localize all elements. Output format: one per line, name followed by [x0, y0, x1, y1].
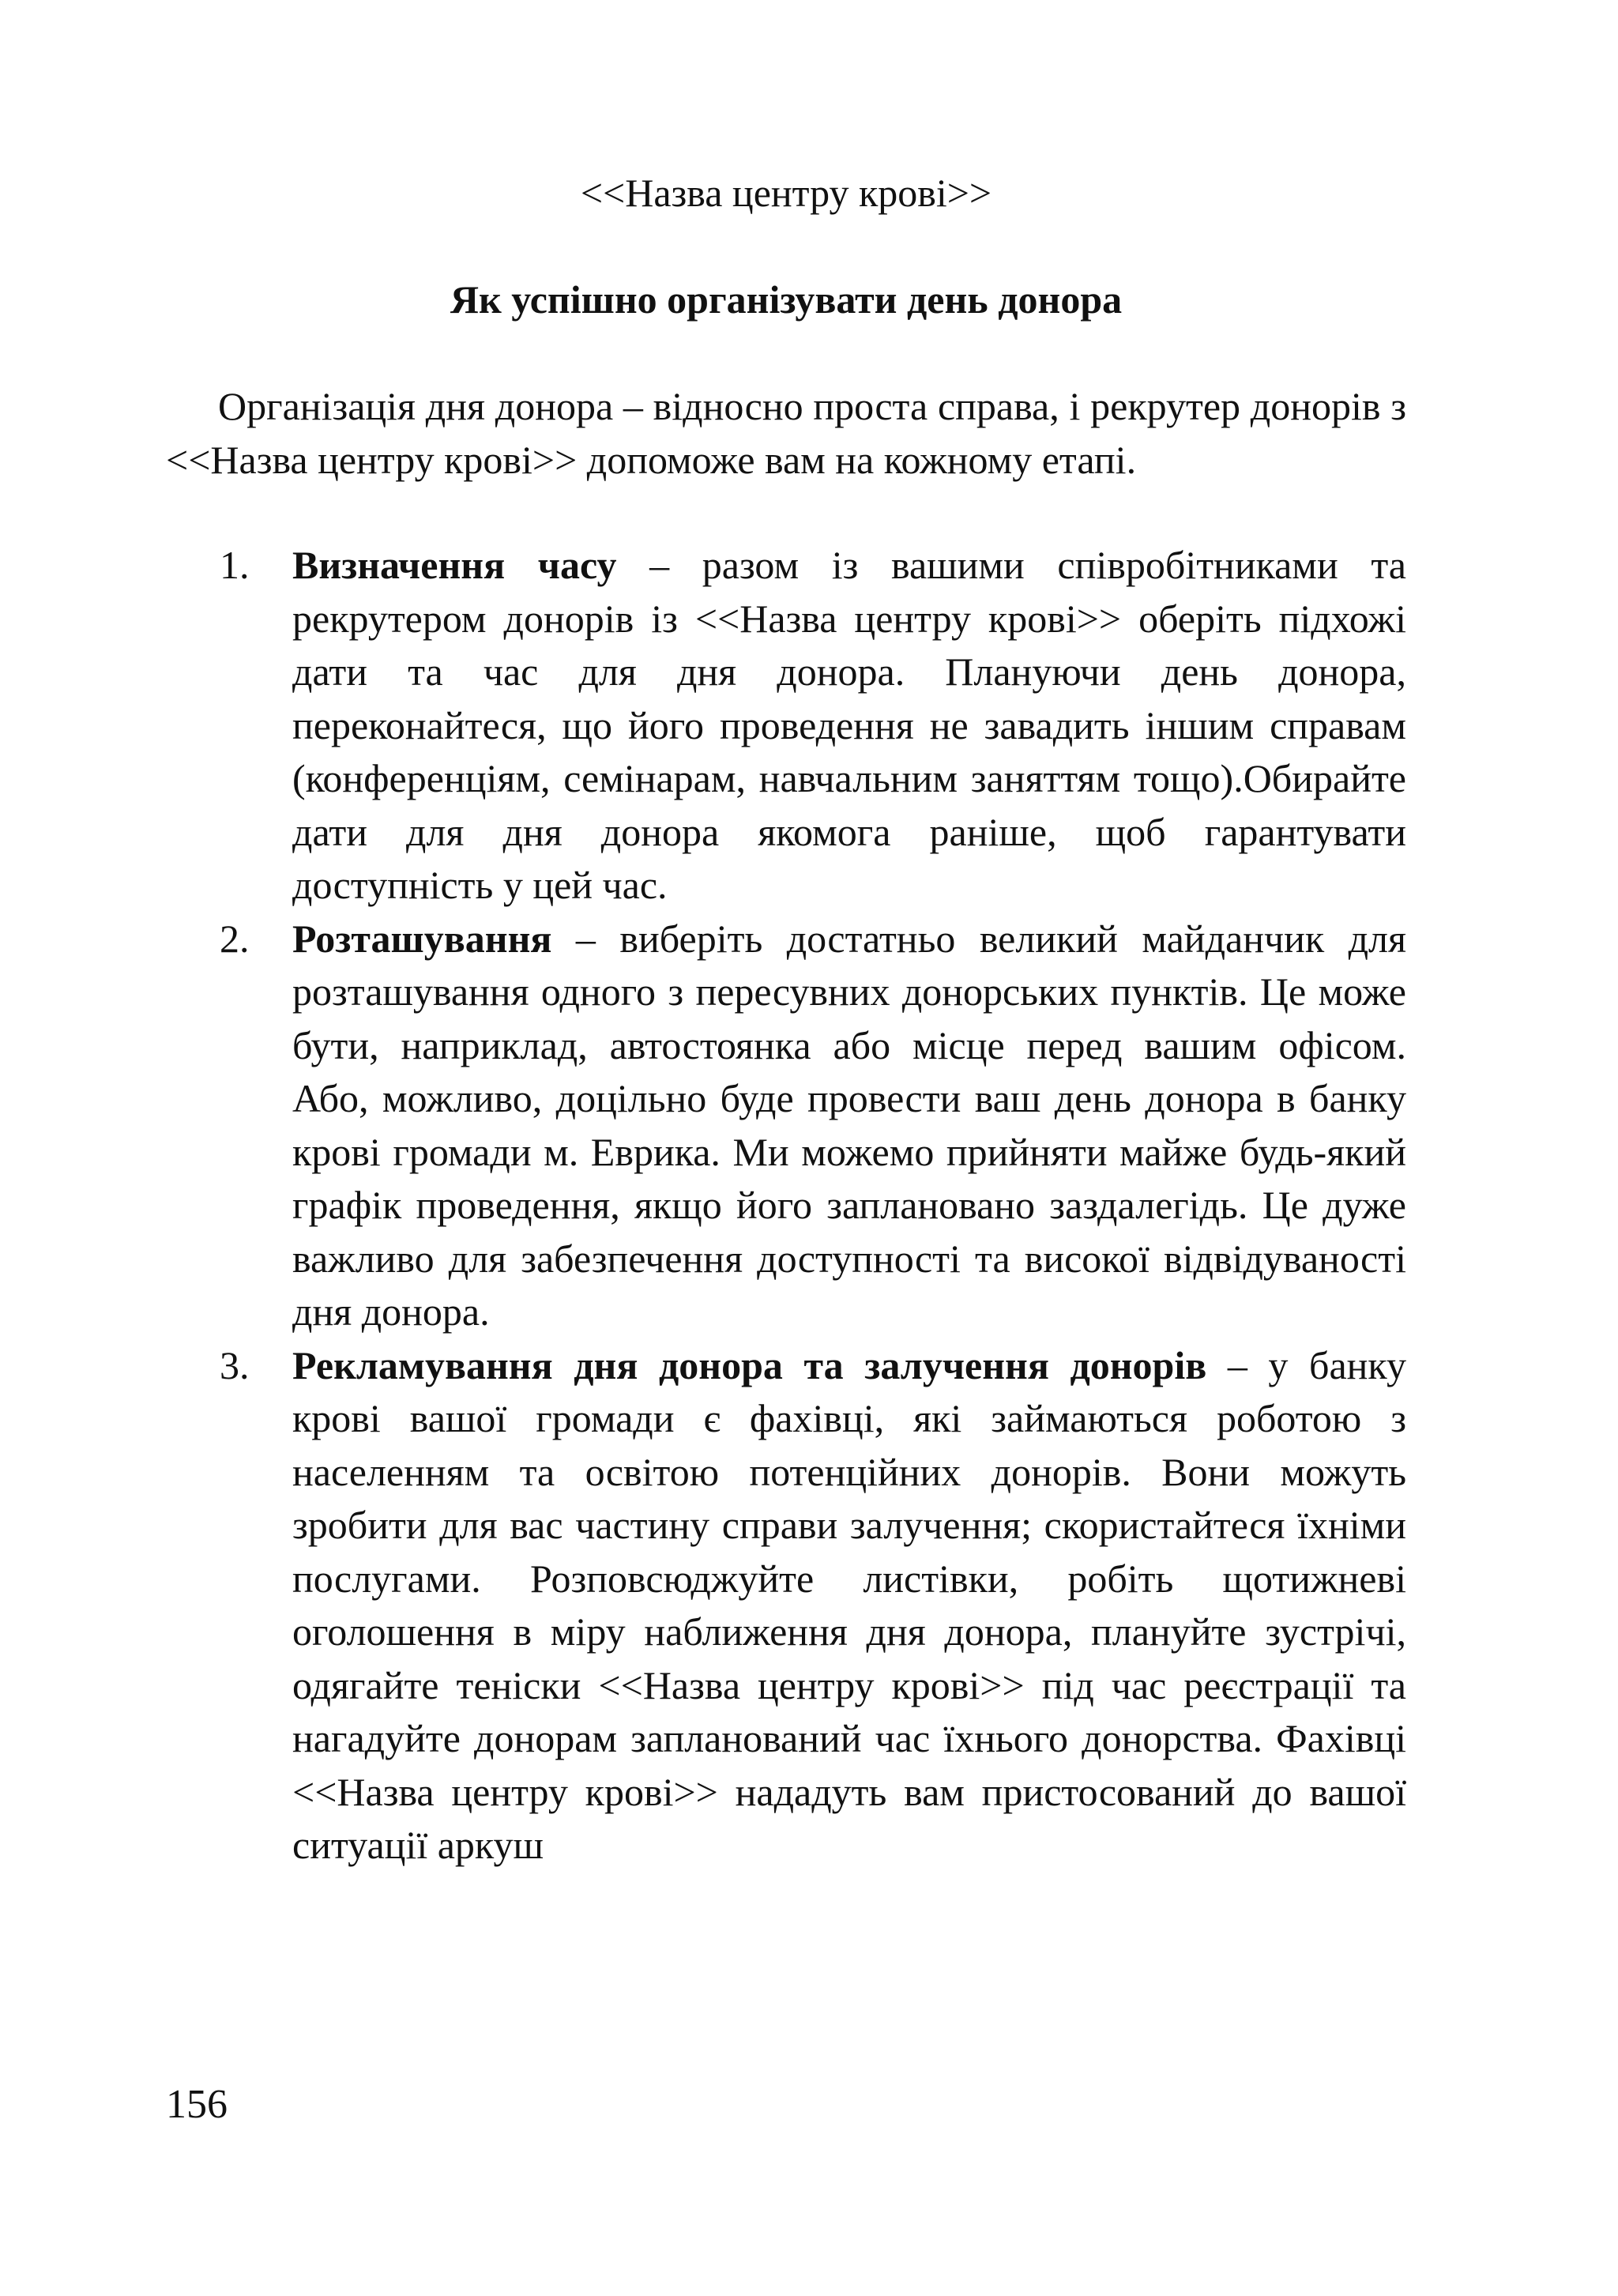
list-item [166, 1339, 1406, 1873]
list-item-text: – виберіть достатньо великий майданчик для розташування одного з пересувних донорських пунктів. Це може бути, наприклад, автостоянка або місце перед вашим офісом. Або, можливо, доцільно буде провести ваш день донора в банку крові громади м. Еврика. Ми можемо прийняти майже будь-який графік проведення, якщо його заплановано заздалегідь. Це дуже важливо для забезпечення доступності та високої відвідуваності дня донора. [292, 916, 1406, 1334]
page-number: 156 [166, 2082, 228, 2127]
page-header-center-name: <<Назва центру крові>> [580, 171, 992, 215]
list-item-term: Розташування [292, 916, 552, 961]
steps-list [166, 539, 1406, 1873]
list-item [166, 913, 1406, 1339]
intro-paragraph: Організація дня донора – відносно проста справа, і рекрутер донорів з <<Назва центру крові>> допоможе вам на кожному етапі. [166, 384, 1406, 482]
list-item-term: Рекламування дня донора та залучення донорів [292, 1342, 1207, 1387]
list-item-text: – у банку крові вашої громади є фахівці, які займаються роботою з населенням та освітою потенційних донорів. Вони можуть зробити для вас частину справи залучення; скористайтеся їхніми послугами. Розповсюджуйте листівки, робіть щотижневі оголошення в міру наближення дня донора, плануйте зустрічі, одягайте теніски <<Назва центру крові>> під час реєстрації та нагадуйте донорам запланований час їхнього донорства. Фахівці <<Назва центру крові>> нададуть вам пристосований до вашої ситуації аркуш [292, 1342, 1406, 1867]
list-item [166, 539, 1406, 913]
list-item-number: 2. [220, 916, 250, 961]
page-title: Як успішно організувати день донора [450, 277, 1123, 322]
list-item-number: 1. [220, 543, 250, 587]
list-item-term: Визначення часу [292, 543, 617, 587]
list-item-text: – разом із вашими співробітниками та рекрутером донорів із <<Назва центру крові>> оберіть підхожі дати та час для дня донора. Плануючи день донора, переконайтеся, що його проведення не завадить іншим справам (конференціям, семінарам, навчальним заняттям тощо).Обирайте дати для дня донора якомога раніше, щоб гарантувати доступність у цей час. [292, 543, 1406, 907]
list-item-number: 3. [220, 1342, 250, 1387]
